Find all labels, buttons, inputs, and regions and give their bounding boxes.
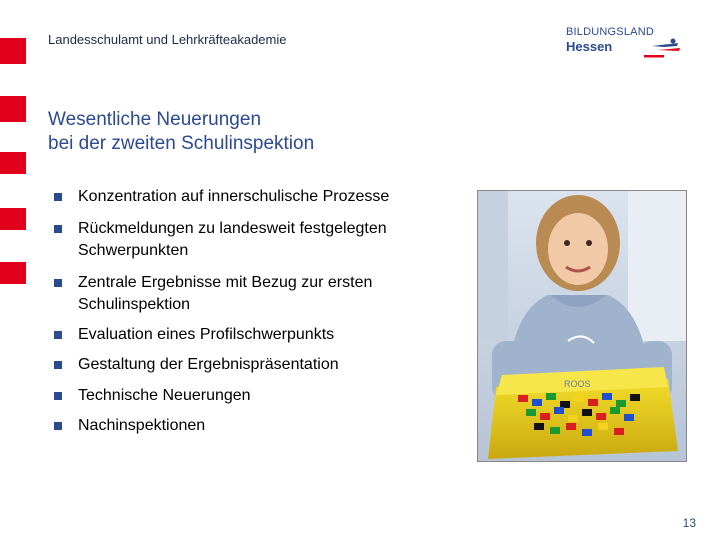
bullet-item	[54, 272, 438, 316]
bullet-square-icon	[54, 218, 78, 262]
child-with-blocks-image	[478, 191, 686, 461]
logo-figure-icon	[644, 38, 682, 58]
logo-text-bottom: Hessen	[566, 39, 613, 54]
bullet-text: Technische Neuerungen	[78, 387, 251, 404]
bullet-text: Konzentration auf innerschulische Prozesse	[78, 188, 390, 205]
bullet-item	[54, 218, 438, 262]
decor-red-block-5	[0, 262, 26, 284]
bullet-text: Gestaltung der Ergebnispräsentation	[78, 356, 339, 373]
photo-child-with-blocks	[477, 190, 687, 462]
bullet-text: Rückmeldungen zu landesweit festgelegten Schwerpunkten	[78, 220, 387, 259]
slide-title-line-2: bei der zweiten Schulinspektion	[48, 133, 315, 154]
bullet-square-icon	[54, 415, 78, 437]
logo-text-top: BILDUNGSLAND	[566, 26, 654, 38]
decor-red-block-2	[0, 96, 26, 122]
slide-title-line-1: Wesentliche Neuerungen	[48, 109, 262, 130]
bullet-square-icon	[54, 354, 78, 376]
decor-red-block-4	[0, 208, 26, 230]
bullet-square-icon	[54, 385, 78, 407]
bullet-square-icon	[54, 324, 78, 346]
bullet-item	[54, 186, 438, 208]
bullet-square-icon	[54, 272, 78, 316]
bullet-text: Nachinspektionen	[78, 417, 206, 434]
bullet-item	[54, 385, 438, 407]
bullet-square-icon	[54, 186, 78, 208]
slide-title	[48, 108, 314, 156]
decor-red-block-1	[0, 38, 26, 64]
bullet-item	[54, 354, 438, 376]
bullet-item	[54, 324, 438, 346]
page-number: 13	[682, 516, 696, 530]
organization-name: Landesschulamt und Lehrkräfteakademie	[48, 32, 287, 47]
bullet-item	[54, 415, 438, 437]
decor-red-block-3	[0, 152, 26, 174]
bullet-text: Evaluation eines Profilschwerpunkts	[78, 326, 335, 343]
box-label: ROOS	[564, 379, 591, 389]
bullet-text: Zentrale Ergebnisse mit Bezug zur ersten Schulinspektion	[78, 274, 373, 313]
bildungsland-hessen-logo	[566, 24, 684, 60]
